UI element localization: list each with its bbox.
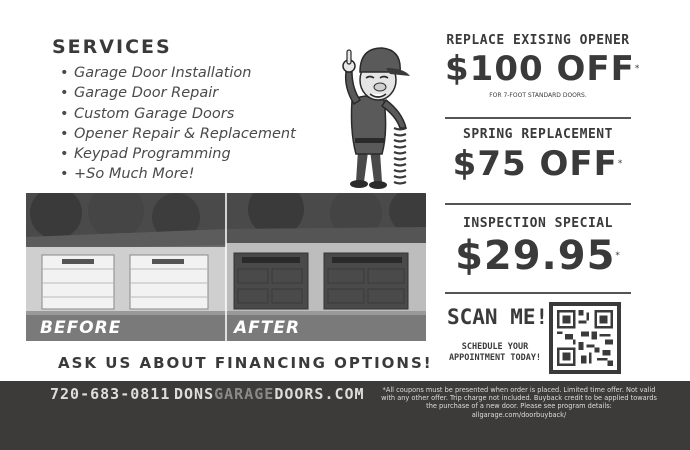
- offer-divider: [445, 203, 631, 205]
- offer-inspection: [445, 216, 631, 281]
- after-label: AFTER: [234, 318, 301, 338]
- offer-label: REPLACE EXISING OPENER: [446, 33, 630, 48]
- offer-label: INSPECTION SPECIAL: [463, 216, 613, 231]
- phone-number[interactable]: 720-683-0811: [50, 385, 171, 403]
- scan-title: SCAN ME!: [447, 305, 549, 329]
- before-label: BEFORE: [40, 318, 122, 338]
- offer-price: $29.95*: [455, 233, 621, 279]
- offer-opener: [445, 33, 641, 99]
- disclaimer-text: *All coupons must be presented when order is placed. Limited time offer. Not valid with any other offer. Trip charge not included. Buyback credit to be applied towards the purchase of a new door. Please see program details: allgarage.com/doorbuyback/: [381, 386, 657, 419]
- mascot-illustration: [330, 32, 430, 192]
- service-item: • +So Much More!: [60, 166, 195, 183]
- financing-banner: ASK US ABOUT FINANCING OPTIONS!: [58, 354, 433, 372]
- website-link[interactable]: DONSGARAGEDOORS.COM: [174, 385, 365, 403]
- service-item: • Keypad Programming: [60, 146, 231, 163]
- offer-price: $75 OFF*: [452, 144, 624, 184]
- scan-subtitle: SCHEDULE YOUR APPOINTMENT TODAY!: [448, 342, 542, 363]
- services-heading: SERVICES: [52, 36, 172, 58]
- offer-divider: [445, 292, 631, 294]
- qr-code[interactable]: [549, 302, 621, 374]
- service-item: • Garage Door Installation: [60, 65, 252, 81]
- offer-price: $100 OFF*: [445, 49, 641, 89]
- service-item: • Garage Door Repair: [60, 85, 219, 102]
- service-item: • Opener Repair & Replacement: [60, 125, 296, 142]
- offer-divider: [445, 117, 631, 119]
- offer-note: FOR 7-FOOT STANDARD DOORS.: [489, 92, 587, 99]
- service-item: • Custom Garage Doors: [60, 105, 235, 122]
- services-list: [60, 63, 296, 185]
- offer-spring: [445, 127, 631, 186]
- offer-label: SPRING REPLACEMENT: [463, 127, 613, 142]
